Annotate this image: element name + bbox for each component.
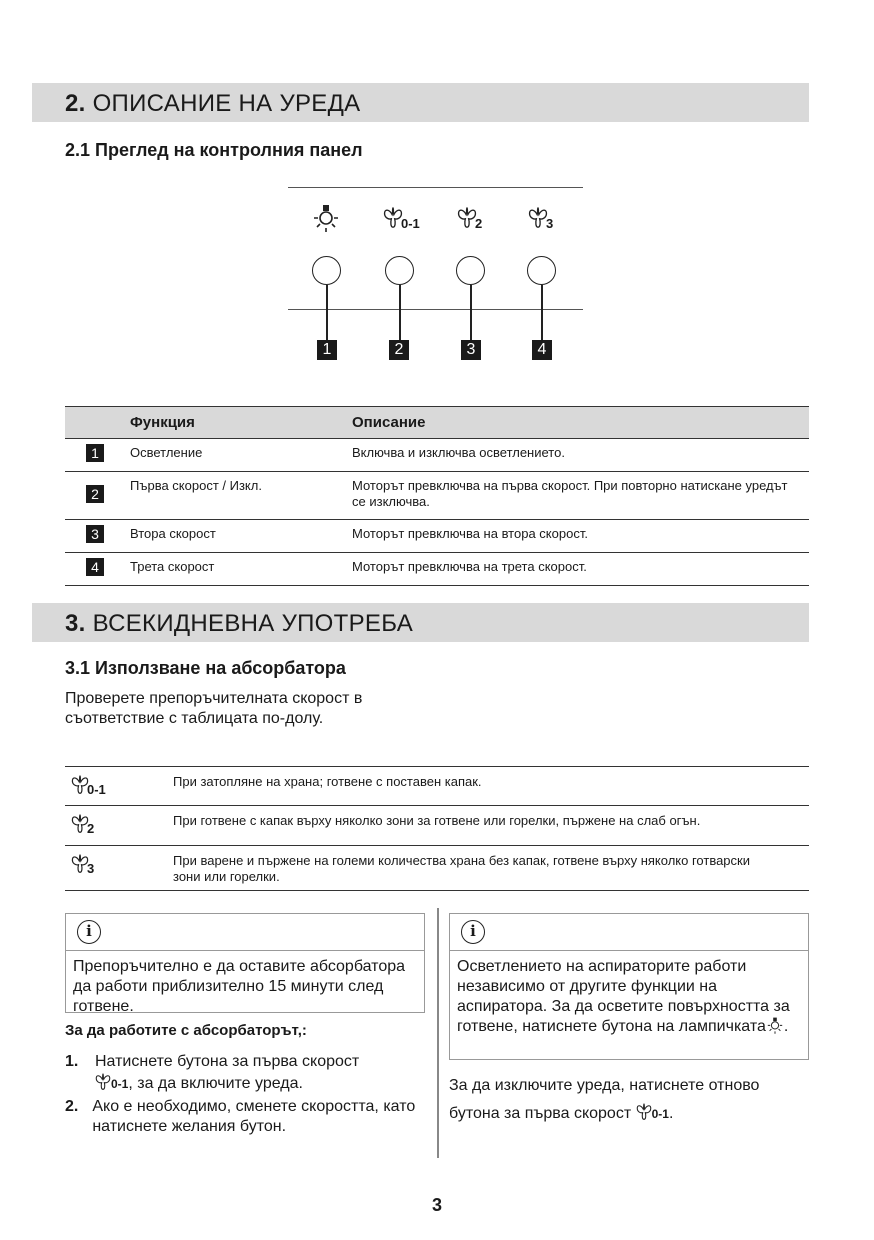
table-row: 3 Втора скорост Моторът превключва на втора скорост. — [65, 520, 809, 553]
section-2-header: 2. ОПИСАНИЕ НА УРЕДА — [32, 83, 809, 122]
table-row: 2 При готвене с капак върху няколко зони за готвене или горелки, пържене на слаб огън. — [65, 806, 809, 846]
page-number: 3 — [431, 1195, 442, 1215]
info-icon: i — [77, 920, 101, 944]
speed-2-button[interactable] — [456, 256, 485, 285]
intro-text: Проверете препоръчителната скорост в съответствие с таблицата по-долу. — [65, 690, 363, 727]
table-row: 0-1 При затопляне на храна; готвене с поставен капак. — [65, 767, 809, 806]
info-icon: i — [461, 920, 485, 944]
column-divider — [437, 908, 439, 1158]
light-icon — [766, 1017, 784, 1035]
section-3-header: 3. ВСЕКИДНЕВНА УПОТРЕБА — [32, 603, 809, 642]
fan-speed-2-icon: 2 — [457, 206, 482, 230]
list-item: 2. Ако е необходимо, сменете скоростта, като натиснете желания бутон. — [65, 1098, 416, 1135]
speed-1-off-button[interactable] — [385, 256, 414, 285]
callout-1: 1 — [317, 340, 337, 360]
speed-table — [65, 766, 809, 891]
table-row: 2 Първа скорост / Изкл. Моторът превключва на първа скорост. При повторно натискане уредът се изключва. — [65, 472, 809, 520]
subheading-control-panel: 2.1 Преглед на контролния панел — [65, 140, 363, 160]
speed-3-button[interactable] — [527, 256, 556, 285]
callout-4: 4 — [532, 340, 552, 360]
function-table: Функция Описание 1 Осветление Включва и изключва осветлението. 2 Първа скорост / Изкл. Моторът превключва на първа скорост. При повторно натискане уредът се изключва. 3 Втора скорост Моторът превключва на втора скорост. 4 Трета скорост Моторът превключва на трета скорост. — [65, 406, 809, 586]
info-box-right: i Осветлението на аспираторите работи независимо от другите функции на аспиратора. За да осветите повърхността за готвене, натиснете бутона на лампичката . — [449, 913, 809, 1060]
light-icon — [311, 204, 341, 234]
fan-icon — [95, 1072, 111, 1092]
callout-3: 3 — [461, 340, 481, 360]
subheading-using-hood: 3.1 Използване на абсорбатора — [65, 658, 346, 678]
fan-speed-3-icon: 3 — [71, 853, 94, 875]
callout-2: 2 — [389, 340, 409, 360]
table-row: 4 Трета скорост Моторът превключва на трета скорост. — [65, 553, 809, 586]
fan-speed-2-icon: 2 — [71, 813, 94, 835]
list-item: 1. Натиснете бутона за първа скорост 0-1, за да включите уреда. — [65, 1053, 360, 1092]
light-button[interactable] — [312, 256, 341, 285]
table-row: 3 При варене и пържене на големи количества храна без капак, готвене върху няколко готварски зони или горелки. — [65, 846, 809, 891]
fan-speed-3-icon: 3 — [528, 206, 553, 230]
switch-off-text: За да изключите уреда, натиснете отново бутона за първа скорост 0-1. — [449, 1077, 760, 1122]
instructions-heading: За да работите с абсорбаторът,: — [65, 1022, 307, 1039]
fan-speed-0-1-icon: 0-1 — [71, 774, 106, 796]
table-row: 1 Осветление Включва и изключва осветлението. — [65, 439, 809, 472]
fan-icon — [636, 1102, 652, 1122]
fan-speed-0-1-icon: 0-1 — [383, 206, 420, 230]
instruction-steps — [65, 1052, 425, 1140]
info-box-left: i Препоръчително е да оставите абсорбатора да работи приблизително 15 минути след готвене. — [65, 913, 425, 1013]
